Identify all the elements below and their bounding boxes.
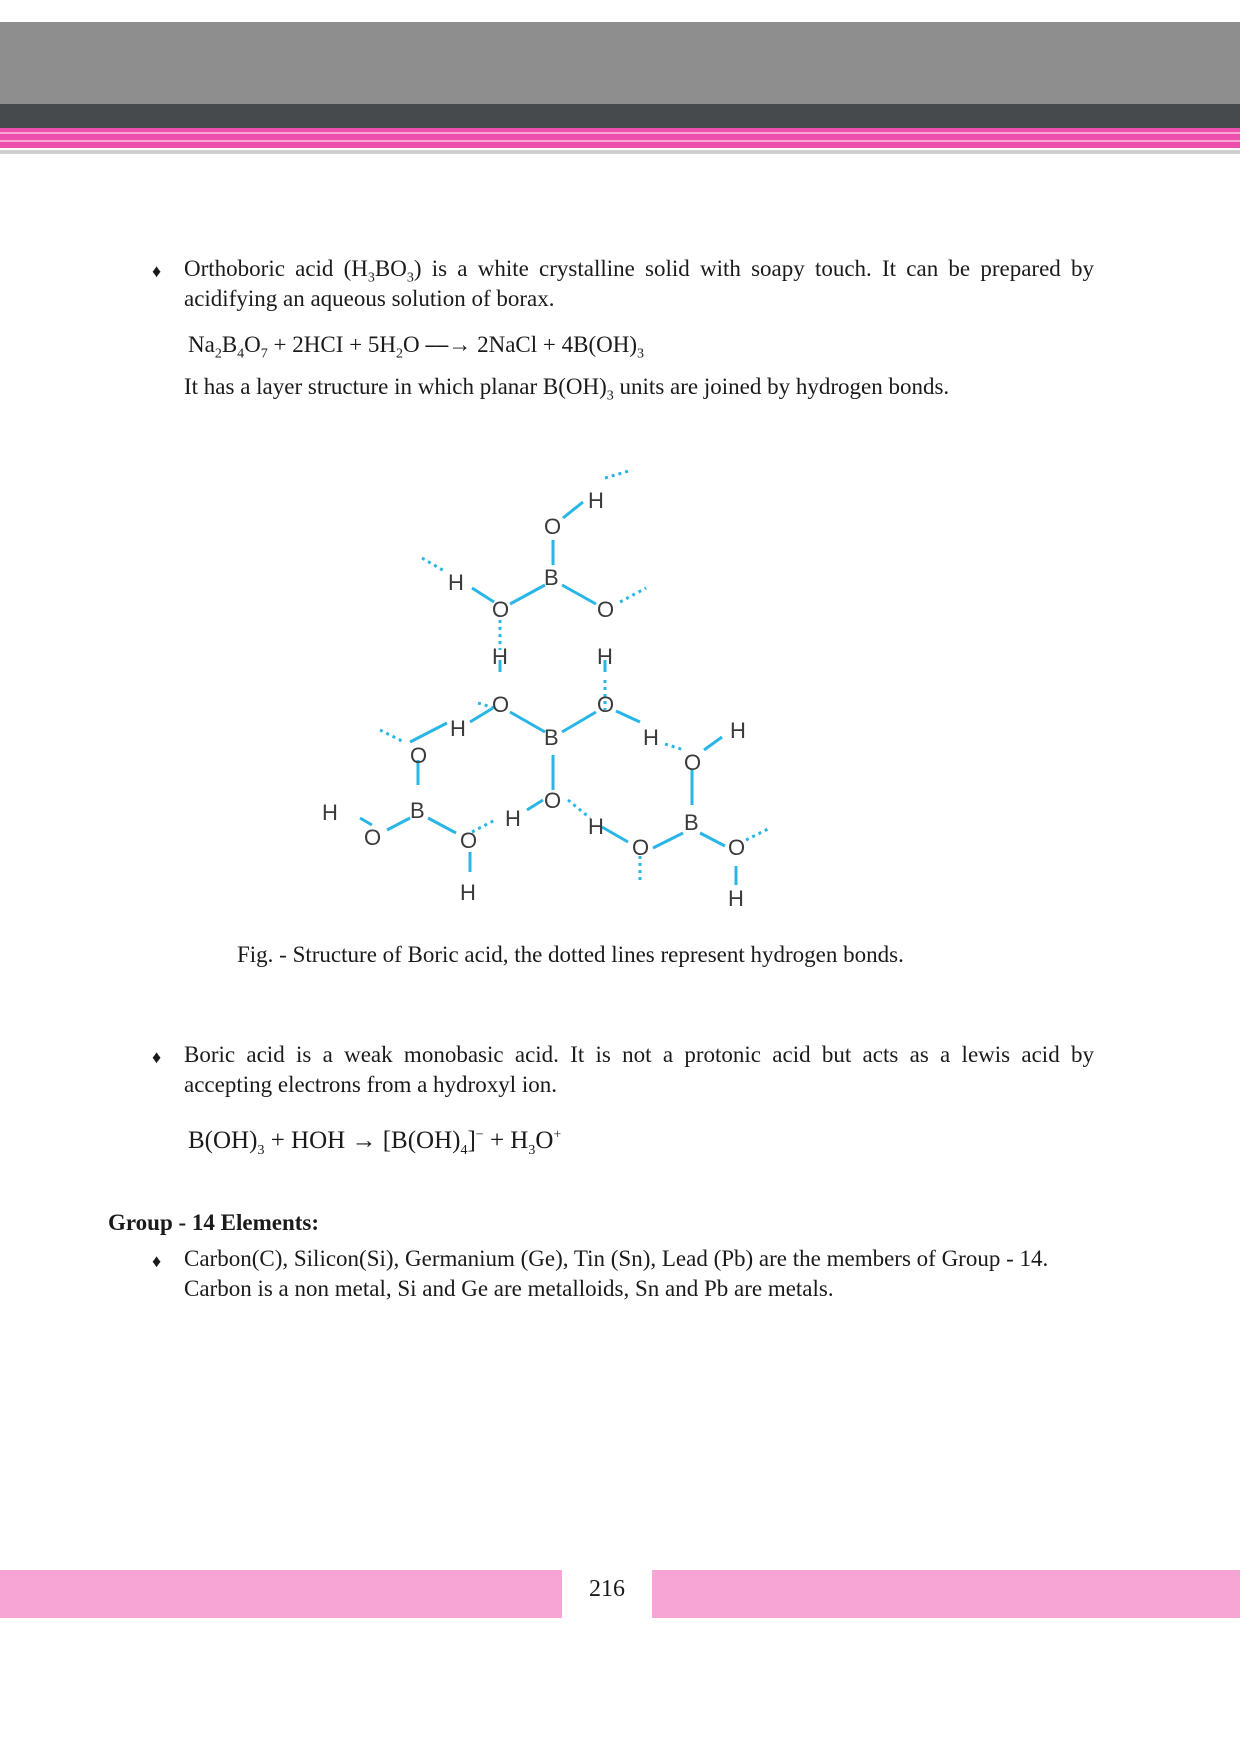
lewis-acid-equation: $B(OH)_3$ + HOH → $[B(OH)_4]^- + H_3O^+$ <box>188 1127 562 1158</box>
bullet-diamond: ♦ <box>152 261 162 281</box>
covalent-bonds <box>360 502 736 885</box>
boric-acid-paragraph-line2: accepting electrons from a hydroxyl ion. <box>184 1072 557 1097</box>
footer-pink-band-left <box>0 1570 562 1618</box>
orthoboric-paragraph-line2: acidifying an aqueous solution of borax. <box>184 286 555 311</box>
atom-o: O <box>492 692 510 717</box>
boric-acid-structure-diagram <box>300 470 800 910</box>
atom-h: H <box>505 806 521 831</box>
boric-acid-paragraph-line1: Boric acid is a weak monobasic acid. It is not a protonic acid but acts as a lewis acid by <box>184 1042 1094 1067</box>
atom-o: O <box>410 743 428 768</box>
group14-paragraph-line1: Carbon(C), Silicon(Si), Germanium (Ge), Tin (Sn), Lead (Pb) are the members of Group - 14. <box>184 1246 1049 1271</box>
atom-h: H <box>492 644 508 669</box>
figure-caption: Fig. - Structure of Boric acid, the dotted lines represent hydrogen bonds. <box>237 942 904 967</box>
atom-h: H <box>322 800 338 825</box>
atom-o: O <box>364 825 382 850</box>
atom-b: B <box>410 798 425 823</box>
atom-h: H <box>728 886 744 910</box>
atom-o: O <box>544 514 562 539</box>
header-gray-line <box>0 150 1240 154</box>
hydrogen-bonds <box>380 470 770 880</box>
atom-b: B <box>544 725 559 750</box>
atom-h: H <box>448 570 464 595</box>
header-gray-band <box>0 22 1240 104</box>
atom-h: H <box>597 644 613 669</box>
footer-pink-band-right <box>652 1570 1240 1618</box>
atom-h: H <box>588 814 604 839</box>
group14-paragraph-line2: Carbon is a non metal, Si and Ge are metalloids, Sn and Pb are metals. <box>184 1276 834 1301</box>
atom-o: O <box>597 597 615 622</box>
atom-b: B <box>544 565 559 590</box>
atom-o: O <box>492 597 510 622</box>
header-pink-line-lower <box>0 140 1240 142</box>
atom-o: O <box>460 828 478 853</box>
atom-o: O <box>597 692 615 717</box>
atom-h: H <box>450 716 466 741</box>
borax-equation: $Na_2B_4O_7 + 2HCI + 5H_2O$ ⎯⎯→ 2NaCl + $4B(OH)_3$ <box>188 332 644 362</box>
layer-structure-sentence: It has a layer structure in which planar $B(OH)_3$ units are joined by hydrogen bonds. <box>184 374 950 404</box>
atom-o: O <box>684 750 702 775</box>
bullet-diamond: ♦ <box>152 1251 162 1271</box>
orthoboric-paragraph-line1: Orthoboric acid $(H_3BO_3)$ is a white crystalline solid with soapy touch. It can be prepared by <box>184 256 1094 286</box>
atom-b: B <box>684 810 699 835</box>
section-heading: Group - 14 Elements: <box>108 1210 320 1235</box>
atom-labels <box>322 488 746 910</box>
atom-o: O <box>544 788 562 813</box>
atom-h: H <box>730 718 746 743</box>
atom-h: H <box>460 880 476 905</box>
header-pink-line <box>0 132 1240 134</box>
bullet-diamond: ♦ <box>152 1047 162 1067</box>
atom-h: H <box>588 488 604 513</box>
atom-h: H <box>643 725 659 750</box>
header-pink-band <box>0 128 1240 148</box>
page-number: 216 <box>589 1576 625 1602</box>
atom-o: O <box>632 835 650 860</box>
header-dark-band <box>0 104 1240 128</box>
atom-o: O <box>728 835 746 860</box>
